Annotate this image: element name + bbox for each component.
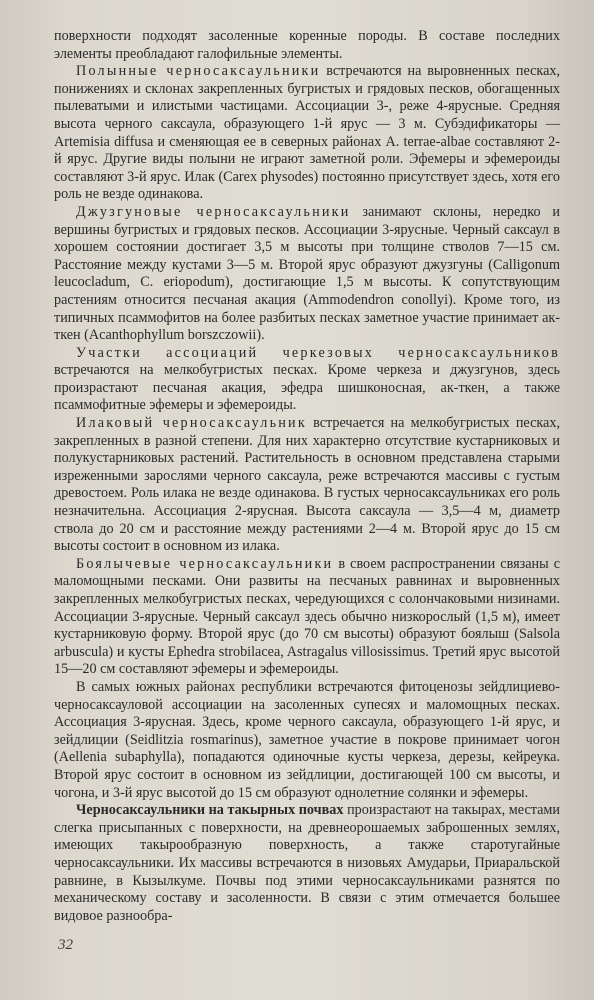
paragraph-lead: Джузгуновые черносаксаульники: [76, 203, 351, 220]
page-number: 32: [58, 937, 73, 953]
paragraph-ilakovyi: [54, 415, 560, 556]
paragraph-boyalychevye: [54, 556, 560, 679]
paragraph-text: В самых южных районах республики встречаются фитоценозы зейдлициево-черносаксауловой ассоциации на засоленных супесях и маломощных песках. Ассоциация 3-ярусная. Здесь, кроме черного саксаула, образующего 1-й ярус, и зейдлиции (Seidlitzia rosmarinus), заметное участие в покрове принимает чогон (Aellenia subaphylla), попадаются одиночные кусты черкеза, дерезы, кейреука. Второй ярус состоит в основном из зейдлиции, достигающей 100 см высоты, и чогона, и 3-й ярус высотой до 15 см образуют однолетние солянки и эфемеры.: [54, 678, 560, 801]
paragraph-text: произрастают на такырах, местами слегка присыпанных с поверхности, на древнеорошаемых заброшенных землях, имеющих такырообразную поверхность, а также старотугайные черносаксаульники. Их массивы встречаются в низовьях Амударьи, Приаральской равнине, в Кызылкуме. Почвы под этими черносаксаульниками разнятся по механическому составу и засоленности. В связи с этим отмечается большее видовое разнообра-: [54, 802, 560, 924]
paragraph-text: встречаются на выровненных песках, понижениях и склонах закрепленных бугристых и грядовых песков, обогащенных пылеватыми и илистыми частицами. Ассоциации 3-, реже 4-ярусные. Средняя высота черного саксаула, образующего 1-й ярус — 3 м. Субэдификаторы — Artemisia diffusa и сменяющая ее в северных районах A. terrae-albae составляют 2-й ярус. Другие виды полыни не играют заметной роли. Эфемеры и эфемероиды составляют 3-й ярус. Илак (Carex physodes) постоянно присутствует здесь, хотя его роль не везде одинакова.: [54, 63, 561, 203]
paragraph-lead-bold: Черносаксаульники на такырных почвах: [76, 802, 344, 819]
paragraph-text: в своем распространении связаны с маломощными песками. Они развиты на песчаных равнинах и выровненных закрепленных мелкобугристых песках, чередующихся с солончаковыми низинами. Ассоциации 3-ярусные. Черный саксаул здесь обычно низкорослый (1,5 м), имеет кустарниковую форму. Второй ярус (до 70 см высоты) образуют боялыш (Salsola arbuscula) и кусты Ephedra strobilacea, Astragalus villosissimus. Третий ярус высотой 15—20 см составляют эфемеры и эфемероиды.: [54, 555, 560, 678]
paragraph-takyrnye: [54, 802, 560, 925]
paragraph-lead: Участки ассоциаций черкезовых черносаксаульников: [76, 344, 560, 361]
paragraph-text: занимают склоны, нередко и вершины бугристых и грядовых песков. Ассоциации 3-ярусные. Черный саксаул в хорошем состоянии достигает 3,5 м высоты при толщине стволов 7—15 см. Расстояние между кустами 3—5 м. Второй ярус образуют джузгуны (Calligonum leucocladum, C. eriopodum), достигающие 1,5 м высоты. К сопутствующим растениям относится песчаная акация (Ammodendron conollyi). Кроме того, из типичных псаммофитов на более разбитых песках заметное участие принимает ак-ткен (Acanthophyllum borszczowii).: [54, 203, 560, 344]
paragraph-text: поверхности подходят засоленные коренные породы. В составе последних элементы преобладают галофильные элементы.: [54, 28, 560, 62]
paragraph-continuation: [54, 28, 560, 63]
paragraph-cherkezovye: [54, 345, 560, 415]
paragraph-lead: Полынные черносаксаульники: [76, 63, 321, 80]
paragraph-dzhuzgunovye: [54, 204, 560, 345]
paragraph-text: встречаются на мелкобугристых песках. Кроме черкеза и джузгунов, здесь произрастают песчаная акация, эфедра шишконосная, ак-ткен, а также псаммофитные эфемеры и эфемероиды.: [54, 362, 560, 414]
paragraph-polynnye: [54, 63, 560, 204]
paragraph-lead: Боялычевые черносаксаульники: [76, 555, 334, 572]
paragraph-lead: Илаковый черносаксаульник: [76, 415, 307, 432]
paragraph-zeidlicievye: [54, 679, 560, 802]
paragraph-text: встречается на мелкобугристых песках, закрепленных в разной степени. Для них характерно отсутствие кустарниковых и полукустарниковых растений. Растительность в основном представлена старыми изреженными зарослями черного саксаула, реже встречаются массивы с густым древостоем. Роль илака не везде одинакова. В густых черносаксаульниках его роль незначительна. Ассоциация 2-ярусная. Высота саксаула — 3,5—4 м, диаметр ствола до 20 см и расстояние между растениями 2—4 м. Второй ярус до 15 см высоты состоит в основном из илака.: [54, 415, 560, 555]
